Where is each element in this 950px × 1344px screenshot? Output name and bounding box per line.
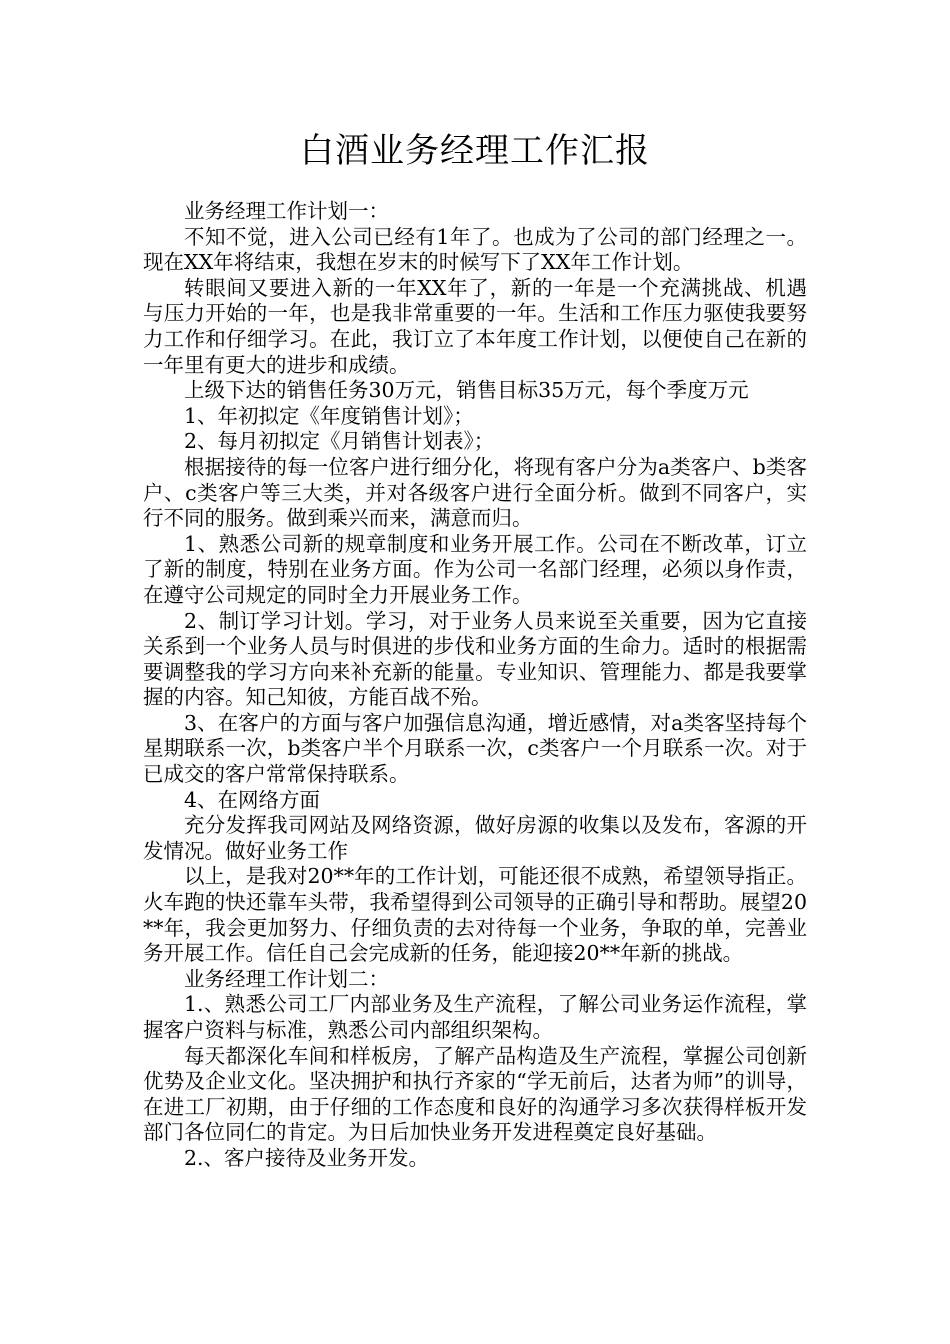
list-item: 3、在客户的方面与客户加强信息沟通，增近感情，对a类客坚持每个星期联系一次，b类客户半个月联系一次，c类客户一个月联系一次。对于已成交的客户常常保持联系。 <box>143 710 807 787</box>
list-item: 1、年初拟定《年度销售计划》； <box>184 403 474 428</box>
document-body <box>143 199 807 1172</box>
list-item: 1、熟悉公司新的规章制度和业务开展工作。公司在不断改革，订立了新的制度，特别在业务方面。作为公司一名部门经理，必须以身作责，在遵守公司规定的同时全力开展业务工作。 <box>143 531 807 607</box>
list-item: 1.、熟悉公司工厂内部业务及生产流程，了解公司业务运作流程，掌握客户资料与标准，熟悉公司内部组织架构。 <box>143 992 807 1042</box>
paragraph: 以上，是我对20**年的工作计划，可能还很不成熟，希望领导指正。火车跑的快还靠车头带，我希望得到公司领导的正确引导和帮助。展望20**年，我会更加努力、仔细负责的去对待每一个业务，争取的单，完善业务开展工作。信任自己会完成新的任务，能迎接20**年新的挑战。 <box>143 864 807 966</box>
paragraph: 不知不觉，进入公司已经有1年了。也成为了公司的部门经理之一。现在XX年将结束，我想在岁末的时候写下了XX年工作计划。 <box>143 224 807 275</box>
paragraph: 业务经理工作计划二： <box>184 966 389 991</box>
list-item: 2.、客户接待及业务开发。 <box>184 1145 430 1170</box>
paragraph: 充分发挥我司网站及网络资源，做好房源的收集以及发布，客源的开发情况。做好业务工作 <box>143 813 807 863</box>
paragraph: 转眼间又要进入新的一年XX年了，新的一年是一个充满挑战、机遇与压力开始的一年，也是我非常重要的一年。生活和工作压力驱使我要努力工作和仔细学习。在此，我订立了本年度工作计划，以便使自己在新的一年里有更大的进步和成绩。 <box>143 275 807 377</box>
document-title: 白酒业务经理工作汇报 <box>300 131 650 171</box>
paragraph: 业务经理工作计划一： <box>184 199 389 223</box>
list-item: 2、制订学习计划。学习，对于业务人员来说至关重要，因为它直接关系到一个业务人员与时俱进的步伐和业务方面的生命力。适时的根据需要调整我的学习方向来补充新的能量。专业知识、管理能力、都是我要掌握的内容。知己知彼，方能百战不殆。 <box>143 608 807 710</box>
paragraph: 根据接待的每一位客户进行细分化，将现有客户分为a类客户、b类客户、c类客户等三大类，并对各级客户进行全面分析。做到不同客户，实行不同的服务。做到乘兴而来，满意而归。 <box>143 454 807 531</box>
document-page <box>143 0 807 1172</box>
paragraph: 上级下达的销售任务30万元，销售目标35万元，每个季度万元 <box>184 378 749 403</box>
list-item: 4、在网络方面 <box>184 787 321 812</box>
list-item: 2、每月初拟定《月销售计划表》； <box>184 429 495 454</box>
paragraph: 每天都深化车间和样板房，了解产品构造及生产流程，掌握公司创新优势及企业文化。坚决拥护和执行齐家的“学无前后，达者为师”的训导，在进工厂初期，由于仔细的工作态度和良好的沟通学习多次获得样板开发部门各位同仁的肯定。为日后加快业务开发进程奠定良好基础。 <box>143 1043 807 1145</box>
